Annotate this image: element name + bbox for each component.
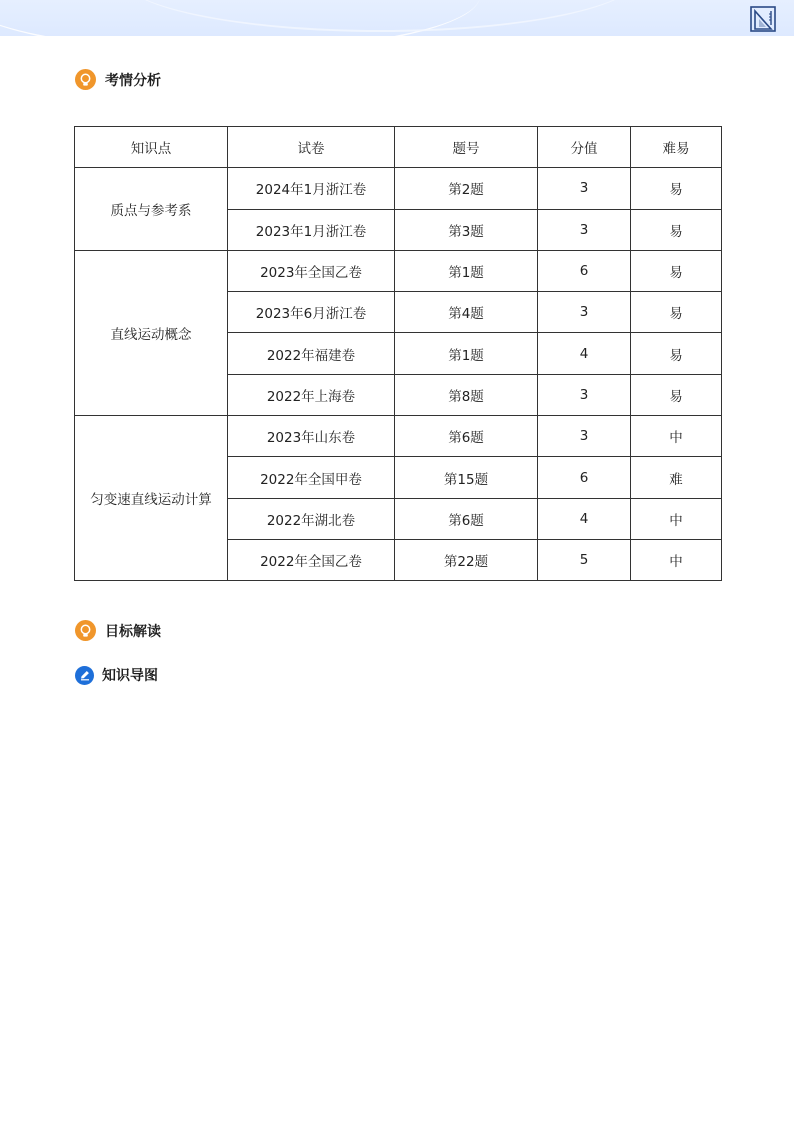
section-title: 目标解读 [105,623,161,640]
score-cell: 3 [538,292,631,333]
paper-cell: 2022年福建卷 [228,333,395,374]
table-row [75,250,722,291]
paper-cell: 2023年山东卷 [228,416,395,457]
score-cell: 3 [538,168,631,209]
difficulty-cell: 易 [631,168,722,209]
difficulty-cell: 中 [631,498,722,539]
question-cell: 第22题 [395,539,538,580]
exam-analysis-table [74,126,722,581]
paper-cell: 2024年1月浙江卷 [228,168,395,209]
lightbulb-icon [75,69,96,90]
score-cell: 6 [538,457,631,498]
table-row [75,416,722,457]
question-cell: 第1题 [395,333,538,374]
lightbulb-icon [75,620,96,641]
question-cell: 第2题 [395,168,538,209]
section-title: 考情分析 [105,72,161,89]
question-cell: 第6题 [395,416,538,457]
ruler-triangle-logo-icon [750,6,776,32]
paper-cell: 2023年6月浙江卷 [228,292,395,333]
question-cell: 第8题 [395,374,538,415]
difficulty-cell: 易 [631,209,722,250]
paper-cell: 2022年湖北卷 [228,498,395,539]
difficulty-cell: 中 [631,539,722,580]
difficulty-cell: 易 [631,292,722,333]
table-header-row [75,127,722,168]
score-cell: 5 [538,539,631,580]
paper-cell: 2023年全国乙卷 [228,250,395,291]
score-cell: 3 [538,374,631,415]
score-cell: 4 [538,333,631,374]
table-row [75,168,722,209]
paper-cell: 2022年全国乙卷 [228,539,395,580]
score-cell: 3 [538,209,631,250]
paper-cell: 2023年1月浙江卷 [228,209,395,250]
header-difficulty: 难易 [631,127,722,168]
difficulty-cell: 中 [631,416,722,457]
header-score: 分值 [538,127,631,168]
score-cell: 4 [538,498,631,539]
difficulty-cell: 易 [631,250,722,291]
header-question: 题号 [395,127,538,168]
header-topic: 知识点 [75,127,228,168]
topic-cell: 质点与参考系 [75,168,228,251]
section-goals [75,620,161,641]
difficulty-cell: 易 [631,333,722,374]
question-cell: 第3题 [395,209,538,250]
question-cell: 第4题 [395,292,538,333]
topic-cell: 直线运动概念 [75,250,228,415]
paper-cell: 2022年全国甲卷 [228,457,395,498]
score-cell: 3 [538,416,631,457]
section-analysis [75,69,161,90]
section-title: 知识导图 [102,668,158,684]
difficulty-cell: 难 [631,457,722,498]
difficulty-cell: 易 [631,374,722,415]
top-banner [0,0,794,36]
score-cell: 6 [538,250,631,291]
paper-cell: 2022年上海卷 [228,374,395,415]
question-cell: 第15题 [395,457,538,498]
section-knowledge-map [75,665,158,685]
question-cell: 第1题 [395,250,538,291]
pen-icon [75,666,94,685]
question-cell: 第6题 [395,498,538,539]
header-paper: 试卷 [228,127,395,168]
topic-cell: 匀变速直线运动计算 [75,416,228,581]
